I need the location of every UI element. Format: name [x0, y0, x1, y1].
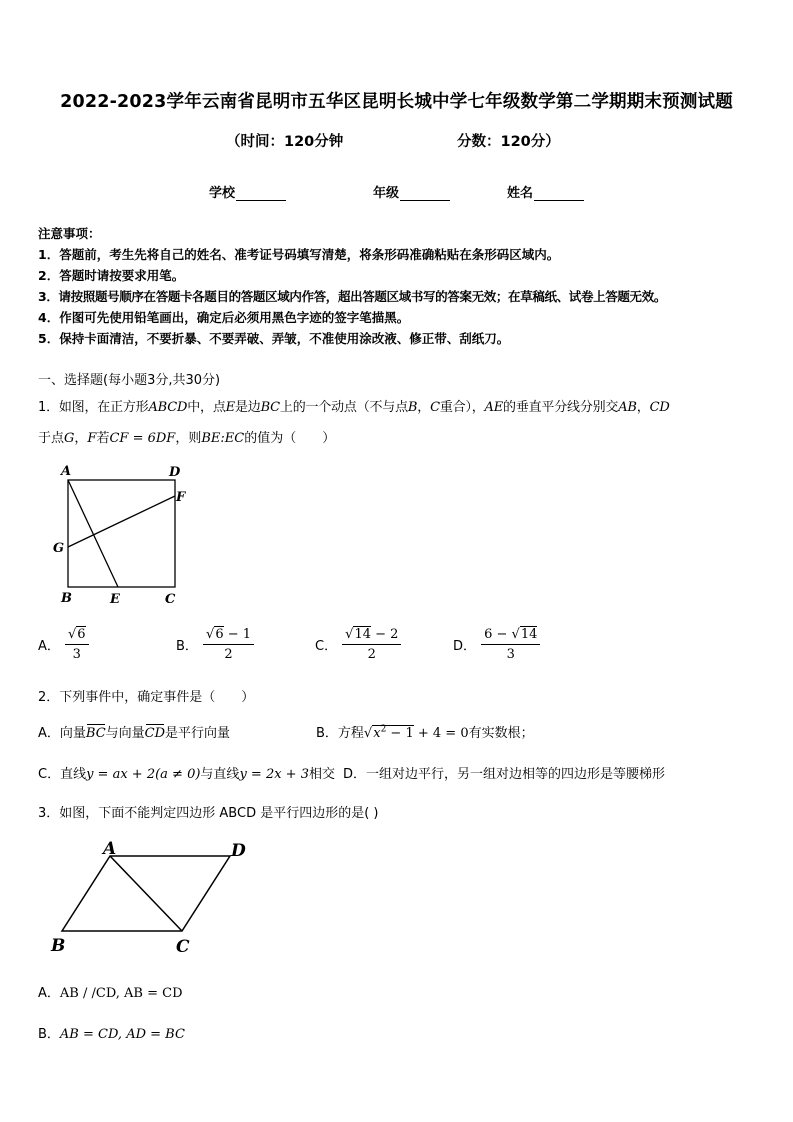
grade-field: [373, 182, 450, 201]
q1-option-a[interactable]: A． $\frac{√6}{3}$: [38, 627, 89, 662]
label-a: A: [103, 839, 117, 859]
grade-label: 年级: [373, 186, 400, 201]
q3-parallelogram-figure: [45, 836, 265, 961]
name-label: 姓名: [507, 186, 534, 201]
note-item: 2．答题时请按要求用笔。: [38, 268, 185, 283]
segment-ae: [68, 480, 118, 587]
label-d: D: [231, 841, 246, 861]
label-c: C: [165, 592, 176, 607]
note-item: 4．作图可先使用铅笔画出，确定后必须用黑色字迹的签字笔描黑。: [38, 310, 410, 325]
q2-stem: 2．下列事件中，确定事件是（ ）: [38, 690, 255, 705]
q3-stem: 3．如图，下面不能判定四边形 ABCD 是平行四边形的是( ): [38, 806, 379, 821]
note-item: 3．请按照题号顺序在答题卡各题目的答题区域内作答，超出答题区域书写的答案无效；在草稿纸、试卷上答题无效。: [38, 289, 667, 304]
label-g: G: [53, 541, 65, 556]
q2-option-c[interactable]: C．直线y = ax + 2(a ≠ 0)与直线y = 2x + 3相交: [38, 767, 335, 782]
school-blank: [236, 186, 286, 201]
label-f: F: [176, 490, 186, 505]
label-b: B: [61, 591, 72, 606]
q1-square-figure: [45, 458, 205, 608]
school-field: [209, 182, 286, 201]
name-field: [507, 182, 584, 201]
q1-stem-line2: 于点G，F若CF = 6DF，则BE:EC的值为（ ）: [38, 431, 336, 446]
diagonal-ac: [110, 856, 182, 931]
name-blank: [534, 186, 584, 201]
notes-heading: 注意事项：: [38, 226, 101, 241]
section-heading: 一、选择题(每小题3分,共30分): [38, 373, 221, 388]
exam-time: （时间：120分钟: [226, 134, 344, 150]
school-label: 学校: [209, 186, 236, 201]
q1-option-d[interactable]: D． $\frac{6 - √14}{3}$: [453, 627, 540, 662]
q1-option-b[interactable]: B． $\frac{√6 - 1}{2}$: [176, 627, 254, 662]
note-item: 5．保持卡面清洁，不要折暴、不要弄破、弄皱，不准使用涂改液、修正带、刮纸刀。: [38, 331, 510, 346]
label-b: B: [51, 936, 66, 956]
q2-option-b[interactable]: B．方程$√x^2 - 1 + 4 = 0$有实数根；: [316, 724, 534, 741]
grade-blank: [400, 186, 450, 201]
q2-option-a[interactable]: A．向量BC与向量CD是平行向量: [38, 726, 231, 741]
q2-option-d[interactable]: D．一组对边平行，另一组对边相等的四边形是等腰梯形: [343, 767, 666, 782]
q3-option-b[interactable]: B．AB = CD, AD = BC: [38, 1027, 185, 1042]
exam-score: 分数：120分）: [457, 134, 560, 150]
q3-option-a[interactable]: A．AB / /CD, AB = CD: [38, 986, 183, 1001]
label-d: D: [169, 465, 181, 480]
q1-option-c[interactable]: C． $\frac{√14 - 2}{2}$: [315, 627, 401, 662]
q1-stem-line1: 1．如图，在正方形ABCD中，点E是边BC上的一个动点（不与点B，C重合），AE的垂直平分线分别交AB，CD: [38, 400, 670, 415]
note-item: 1．答题前，考生先将自己的姓名、准考证号码填写清楚，将条形码准确粘贴在条形码区域内。: [38, 247, 560, 262]
label-a: A: [61, 464, 72, 479]
label-e: E: [110, 592, 120, 607]
square-abcd: [68, 480, 175, 587]
segment-gf: [68, 496, 175, 547]
page-title: 2022-2023学年云南省昆明市五华区昆明长城中学七年级数学第二学期期末预测试题: [60, 92, 733, 112]
label-c: C: [176, 937, 190, 957]
